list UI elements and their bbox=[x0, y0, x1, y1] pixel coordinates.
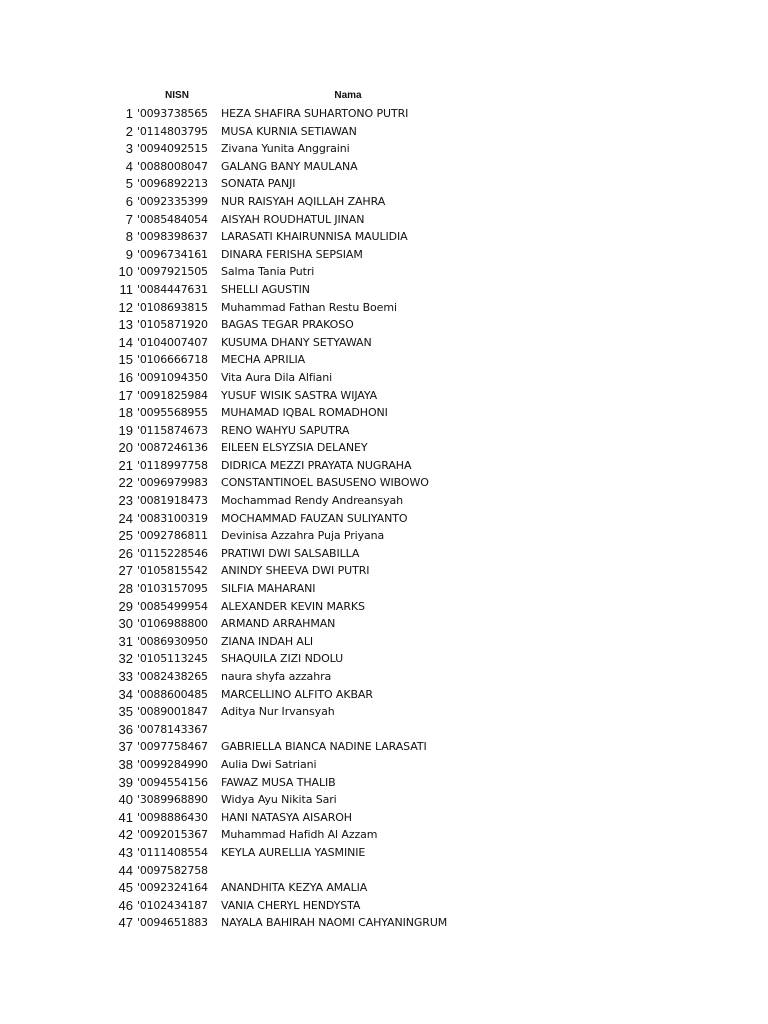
row-nisn: '0083100319 bbox=[137, 511, 208, 525]
header-nisn: NISN bbox=[165, 90, 189, 101]
row-number: 38 bbox=[118, 756, 133, 772]
table-row bbox=[0, 756, 768, 774]
row-number: 37 bbox=[118, 739, 133, 755]
row-number: 28 bbox=[118, 581, 133, 597]
row-nama: SHAQUILA ZIZI NDOLU bbox=[221, 652, 344, 666]
row-nisn: '0091825984 bbox=[137, 388, 208, 402]
row-nisn: '0097582758 bbox=[137, 863, 208, 877]
row-nama: Zivana Yunita Anggraini bbox=[221, 142, 350, 156]
row-nama: naura shyfa azzahra bbox=[221, 670, 332, 683]
row-nisn: '0105871920 bbox=[137, 318, 208, 332]
row-nama: MECHA APRILIA bbox=[221, 353, 306, 367]
row-number: 3 bbox=[125, 141, 133, 157]
row-nisn: '0088600485 bbox=[137, 687, 208, 701]
row-nisn: '0114803795 bbox=[137, 124, 208, 138]
row-number: 12 bbox=[118, 299, 133, 315]
row-number: 6 bbox=[125, 193, 133, 209]
table-row bbox=[0, 105, 768, 123]
row-nisn: '0091094350 bbox=[137, 370, 208, 384]
table-row bbox=[0, 439, 768, 457]
table-row bbox=[0, 580, 768, 598]
row-number: 20 bbox=[118, 440, 133, 456]
table-row bbox=[0, 228, 768, 246]
row-nisn: '0115874673 bbox=[137, 423, 208, 437]
row-nisn: '0078143367 bbox=[137, 722, 208, 736]
table-row bbox=[0, 457, 768, 475]
row-nama: Aulia Dwi Satriani bbox=[221, 757, 317, 771]
table-row bbox=[0, 281, 768, 299]
row-nisn: '3089968890 bbox=[137, 793, 208, 807]
row-nama: Salma Tania Putri bbox=[221, 265, 315, 279]
table-row bbox=[0, 897, 768, 915]
table-row bbox=[0, 474, 768, 492]
row-nisn: '0094092515 bbox=[137, 142, 208, 156]
row-nama: Widya Ayu Nikita Sari bbox=[221, 793, 337, 807]
table-row bbox=[0, 650, 768, 668]
table-row bbox=[0, 791, 768, 809]
row-nama: DIDRICA MEZZI PRAYATA NUGRAHA bbox=[221, 458, 412, 472]
table-row bbox=[0, 809, 768, 827]
table-row bbox=[0, 862, 768, 880]
row-nisn: '0089001847 bbox=[137, 705, 208, 719]
row-number: 30 bbox=[118, 616, 133, 632]
table-row bbox=[0, 316, 768, 334]
row-nisn: '0081918473 bbox=[137, 494, 208, 508]
row-nisn: '0096734161 bbox=[137, 247, 208, 261]
row-nama: BAGAS TEGAR PRAKOSO bbox=[221, 318, 354, 332]
row-nama: ANANDHITA KEZYA AMALIA bbox=[221, 881, 368, 895]
table-row bbox=[0, 738, 768, 756]
table-row bbox=[0, 334, 768, 352]
table-row bbox=[0, 545, 768, 563]
table-row bbox=[0, 633, 768, 651]
row-nisn: '0092335399 bbox=[137, 194, 208, 208]
row-nama: GALANG BANY MAULANA bbox=[221, 159, 358, 173]
row-nisn: '0082438265 bbox=[137, 670, 208, 683]
table-row bbox=[0, 615, 768, 633]
row-nama: DINARA FERISHA SEPSIAM bbox=[221, 247, 363, 261]
row-nisn: '0105113245 bbox=[137, 652, 208, 666]
row-nisn: '0094651883 bbox=[137, 916, 208, 930]
row-number: 24 bbox=[118, 510, 133, 526]
table-row bbox=[0, 703, 768, 721]
row-number: 15 bbox=[118, 352, 133, 368]
row-number: 43 bbox=[118, 844, 133, 860]
table-row bbox=[0, 826, 768, 844]
row-number: 7 bbox=[125, 211, 133, 227]
row-number: 31 bbox=[118, 633, 133, 649]
table-row bbox=[0, 721, 768, 739]
table-row bbox=[0, 263, 768, 281]
row-nisn: '0096892213 bbox=[137, 177, 208, 191]
row-number: 32 bbox=[118, 651, 133, 667]
table-row bbox=[0, 686, 768, 704]
table-row bbox=[0, 668, 768, 686]
table-row bbox=[0, 510, 768, 528]
row-nisn: '0092015367 bbox=[137, 828, 208, 842]
row-nisn: '0086930950 bbox=[137, 634, 208, 648]
row-nama: VANIA CHERYL HENDYSTA bbox=[221, 898, 361, 912]
row-nisn: '0098398637 bbox=[137, 230, 208, 244]
row-nisn: '0102434187 bbox=[137, 898, 208, 912]
row-nama: HANI NATASYA AISAROH bbox=[221, 810, 352, 824]
row-nama: Vita Aura Dila Alfiani bbox=[221, 370, 333, 384]
row-nama: MOCHAMMAD FAUZAN SULIYANTO bbox=[221, 511, 408, 525]
table-row bbox=[0, 158, 768, 176]
table-header bbox=[0, 90, 768, 104]
row-number: 8 bbox=[125, 229, 133, 245]
table-row bbox=[0, 351, 768, 369]
row-nisn: '0097758467 bbox=[137, 740, 208, 754]
row-nama: Mochammad Rendy Andreansyah bbox=[221, 494, 404, 508]
row-nisn: '0099284990 bbox=[137, 757, 208, 771]
row-number: 34 bbox=[118, 686, 133, 702]
row-nisn: '0094554156 bbox=[137, 775, 208, 789]
row-nama: Muhammad Fathan Restu Boemi bbox=[221, 300, 397, 314]
row-nama: MUSA KURNIA SETIAWAN bbox=[221, 124, 357, 138]
row-number: 16 bbox=[118, 369, 133, 385]
table-row bbox=[0, 140, 768, 158]
row-nama: GABRIELLA BIANCA NADINE LARASATI bbox=[221, 740, 427, 754]
table-row bbox=[0, 844, 768, 862]
row-number: 42 bbox=[118, 827, 133, 843]
row-nisn: '0093738565 bbox=[137, 107, 208, 120]
row-nisn: '0118997758 bbox=[137, 458, 208, 472]
row-nisn: '0104007407 bbox=[137, 335, 208, 349]
row-number: 26 bbox=[118, 545, 133, 561]
row-nisn: '0111408554 bbox=[137, 845, 208, 859]
row-nama: SHELLI AGUSTIN bbox=[221, 282, 310, 296]
row-nama: MUHAMAD IQBAL ROMADHONI bbox=[221, 406, 388, 420]
row-nama: ALEXANDER KEVIN MARKS bbox=[221, 599, 365, 613]
row-number: 22 bbox=[118, 475, 133, 491]
row-number: 45 bbox=[118, 880, 133, 896]
row-nama: RENO WAHYU SAPUTRA bbox=[221, 423, 350, 437]
row-number: 23 bbox=[118, 493, 133, 509]
row-number: 17 bbox=[118, 387, 133, 403]
row-nama: ZIANA INDAH ALI bbox=[221, 634, 313, 648]
row-nisn: '0103157095 bbox=[137, 582, 208, 596]
row-nisn: '0088008047 bbox=[137, 159, 208, 173]
row-nisn: '0106988800 bbox=[137, 617, 208, 631]
row-nisn: '0095568955 bbox=[137, 406, 208, 420]
row-number: 1 bbox=[125, 106, 133, 121]
table-row bbox=[0, 175, 768, 193]
row-nama: MARCELLINO ALFITO AKBAR bbox=[221, 687, 373, 701]
row-nisn: '0105815542 bbox=[137, 564, 208, 578]
row-number: 33 bbox=[118, 669, 133, 684]
row-nama: CONSTANTINOEL BASUSENO WIBOWO bbox=[221, 476, 429, 490]
row-nama: FAWAZ MUSA THALIB bbox=[221, 775, 336, 789]
row-nama: EILEEN ELSYZSIA DELANEY bbox=[221, 441, 368, 455]
row-nama: Muhammad Hafidh Al Azzam bbox=[221, 828, 378, 842]
table-row bbox=[0, 123, 768, 141]
table-row bbox=[0, 211, 768, 229]
row-number: 14 bbox=[118, 334, 133, 350]
row-number: 44 bbox=[118, 862, 133, 878]
row-nisn: '0097921505 bbox=[137, 265, 208, 279]
row-number: 11 bbox=[119, 281, 133, 297]
row-nama: NUR RAISYAH AQILLAH ZAHRA bbox=[221, 194, 386, 208]
row-nama: Aditya Nur Irvansyah bbox=[221, 705, 335, 719]
table-row bbox=[0, 246, 768, 264]
row-number: 25 bbox=[118, 528, 133, 544]
row-number: 13 bbox=[118, 317, 133, 333]
row-nama: HEZA SHAFIRA SUHARTONO PUTRI bbox=[221, 107, 409, 120]
row-number: 40 bbox=[118, 792, 133, 808]
row-nama: Devinisa Azzahra Puja Priyana bbox=[221, 529, 385, 543]
row-number: 29 bbox=[118, 598, 133, 614]
row-nisn: '0098886430 bbox=[137, 810, 208, 824]
row-number: 35 bbox=[118, 704, 133, 720]
row-number: 5 bbox=[125, 176, 133, 192]
row-nisn: '0084447631 bbox=[137, 282, 208, 296]
row-nisn: '0108693815 bbox=[137, 300, 208, 314]
row-number: 21 bbox=[118, 457, 133, 473]
row-number: 46 bbox=[118, 897, 133, 913]
row-nama: KEYLA AURELLIA YASMINIE bbox=[221, 845, 366, 859]
row-number: 47 bbox=[118, 915, 133, 931]
table-body bbox=[0, 105, 768, 932]
row-nama: ARMAND ARRAHMAN bbox=[221, 617, 336, 631]
table-row bbox=[0, 527, 768, 545]
row-number: 27 bbox=[118, 563, 133, 579]
row-number: 41 bbox=[118, 809, 133, 825]
table-row bbox=[0, 422, 768, 440]
table-row bbox=[0, 562, 768, 580]
table-row bbox=[0, 387, 768, 405]
row-nisn: '0085484054 bbox=[137, 212, 208, 226]
row-nama: YUSUF WISIK SASTRA WIJAYA bbox=[221, 388, 378, 402]
row-nama: SONATA PANJI bbox=[221, 177, 296, 191]
table-row bbox=[0, 404, 768, 422]
row-nisn: '0096979983 bbox=[137, 476, 208, 490]
row-nisn: '0092786811 bbox=[137, 529, 208, 543]
row-nama: LARASATI KHAIRUNNISA MAULIDIA bbox=[221, 230, 408, 244]
row-nama: NAYALA BAHIRAH NAOMI CAHYANINGRUM bbox=[221, 916, 448, 930]
table-row bbox=[0, 879, 768, 897]
row-number: 36 bbox=[118, 721, 133, 737]
table-row bbox=[0, 193, 768, 211]
table-row bbox=[0, 914, 768, 932]
row-nisn: '0085499954 bbox=[137, 599, 208, 613]
row-nama: PRATIWI DWI SALSABILLA bbox=[221, 546, 360, 560]
row-nama: KUSUMA DHANY SETYAWAN bbox=[221, 335, 372, 349]
table-row bbox=[0, 299, 768, 317]
row-number: 18 bbox=[118, 405, 133, 421]
row-number: 2 bbox=[125, 123, 133, 139]
table-row bbox=[0, 369, 768, 387]
row-number: 10 bbox=[118, 264, 133, 280]
table-row bbox=[0, 598, 768, 616]
row-nama: SILFIA MAHARANI bbox=[221, 582, 316, 596]
row-nisn: '0087246136 bbox=[137, 441, 208, 455]
row-nama: AISYAH ROUDHATUL JINAN bbox=[221, 212, 365, 226]
row-nisn: '0106666718 bbox=[137, 353, 208, 367]
table-row bbox=[0, 774, 768, 792]
row-number: 39 bbox=[118, 774, 133, 790]
row-number: 19 bbox=[118, 422, 133, 438]
row-number: 4 bbox=[125, 158, 133, 174]
header-nama: Nama bbox=[334, 90, 362, 101]
row-nama: ANINDY SHEEVA DWI PUTRI bbox=[221, 564, 370, 578]
row-nisn: '0115228546 bbox=[137, 546, 208, 560]
row-nisn: '0092324164 bbox=[137, 881, 208, 895]
table-row bbox=[0, 492, 768, 510]
row-number: 9 bbox=[125, 246, 133, 262]
